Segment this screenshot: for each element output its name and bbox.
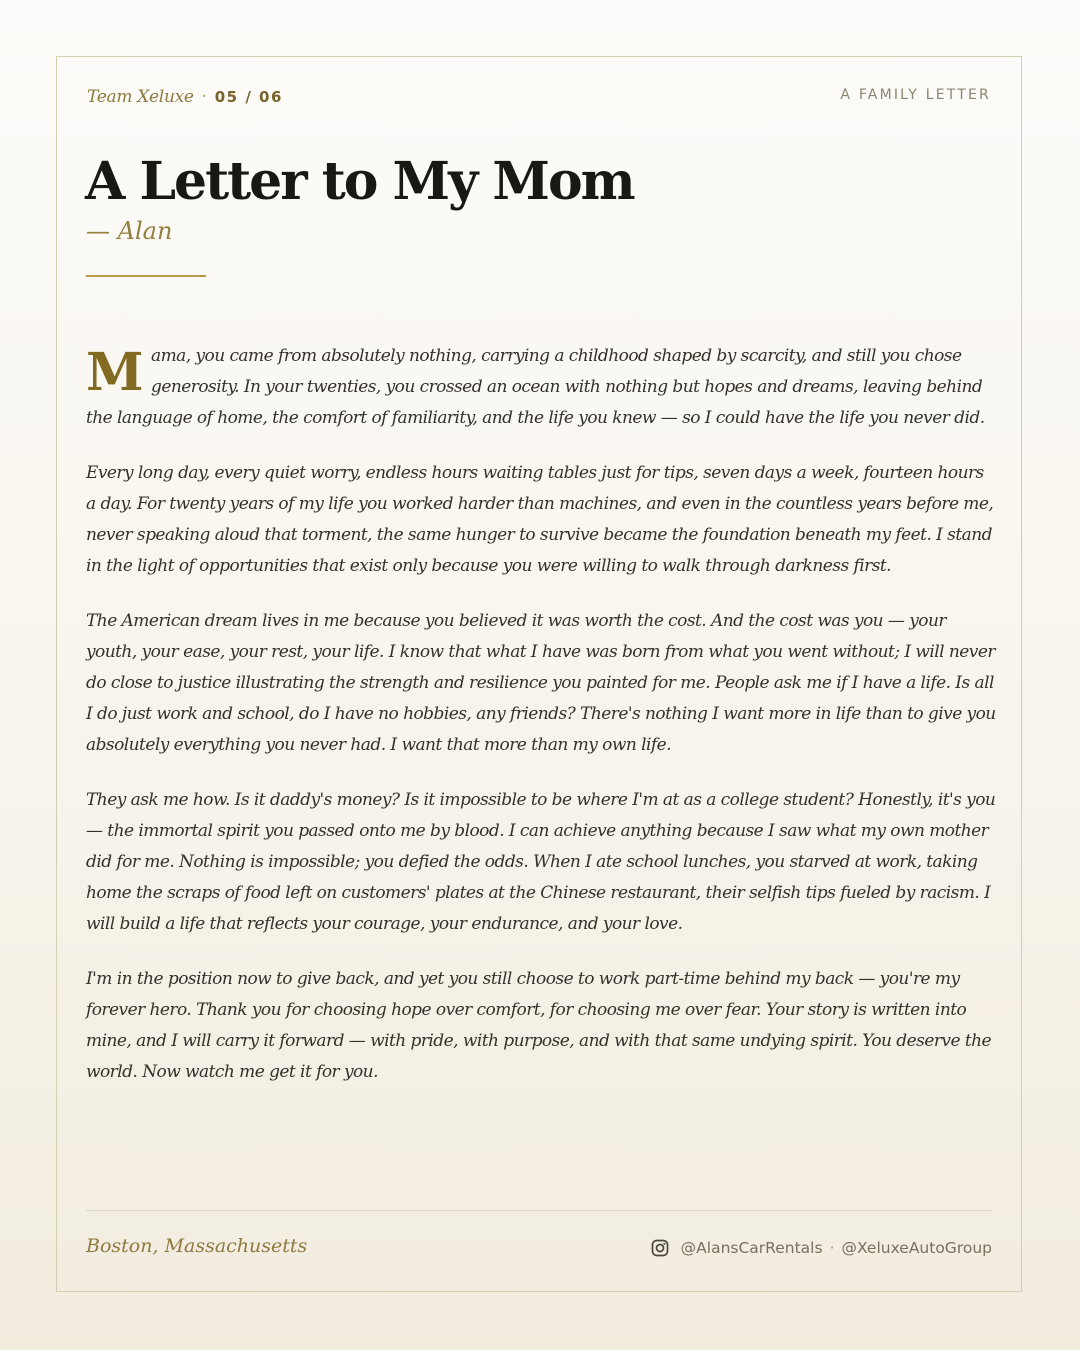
handle-separator: · [829,1239,835,1257]
top-bar [87,87,991,111]
team-label [87,87,283,107]
letter-body [86,341,996,1112]
letter-paragraph-1 [86,341,996,434]
letter-paragraph-5: I'm in the position now to give back, and yet you still choose to work part-time behind my back — you're my forever hero. Thank you for choosing hope over comfort, for choosing me over fear. Your story is written into mine, and I will carry it forward — with pride, with purpose, and with that same undying spirit. You deserve the world. Now watch me get it for you. [86,969,992,1082]
title-divider [86,275,206,277]
location-label: Boston, Massachusetts [86,1235,308,1257]
team-separator: · [201,87,207,107]
kicker-label: A FAMILY LETTER [840,87,991,103]
social-handles [651,1237,992,1259]
page-title: A Letter to My Mom [85,151,634,212]
author-signature: — Alan [86,217,173,245]
footer-divider [86,1210,992,1211]
page-number: 05 / 06 [214,88,283,106]
team-name: Team Xeluxe [87,87,194,107]
handle-alans-car-rentals[interactable]: @AlansCarRentals [680,1239,823,1257]
handle-xeluxe-auto-group[interactable]: @XeluxeAutoGroup [841,1239,992,1257]
paragraph-1-text: ama, you came from absolutely nothing, carrying a childhood shaped by scarcity, and still you chose generosity. In your twenties, you crossed an ocean with nothing but hopes and dreams, leaving behind the language of home, the comfort of familiarity, and the life you knew — so I could have the life you never did. [86,346,985,428]
letter-paragraph-4: They ask me how. Is it daddy's money? Is it impossible to be where I'm at as a college student? Honestly, it's you — the immortal spirit you passed onto me by blood. I can achieve anything because I saw what my own mother did for me. Nothing is impossible; you defied the odds. When I ate school lunches, you starved at work, taking home the scraps of food left on customers' plates at the Chinese restaurant, their selfish tips fueled by racism. I will build a life that reflects your courage, your endurance, and your love. [86,790,996,934]
letter-paragraph-2: Every long day, every quiet worry, endless hours waiting tables just for tips, seven days a week, fourteen hours a day. For twenty years of my life you worked harder than machines, and even in the countless years before me, never speaking aloud that torment, the same hunger to survive became the foundation beneath my feet. I stand in the light of opportunities that exist only because you were willing to walk through darkness first. [86,463,994,576]
instagram-icon [651,1239,669,1257]
letter-paragraph-3: The American dream lives in me because you believed it was worth the cost. And the cost was you — your youth, your ease, your rest, your life. I know that what I have was born from what you went without; I will never do close to justice illustrating the strength and resilience you painted for me. People ask me if I have a life. Is all I do just work and school, do I have no hobbies, any friends? There's nothing I want more in life than to give you absolutely everything you never had. I want that more than my own life. [86,611,996,755]
letter-card [56,56,1022,1292]
drop-cap: M [86,342,144,403]
